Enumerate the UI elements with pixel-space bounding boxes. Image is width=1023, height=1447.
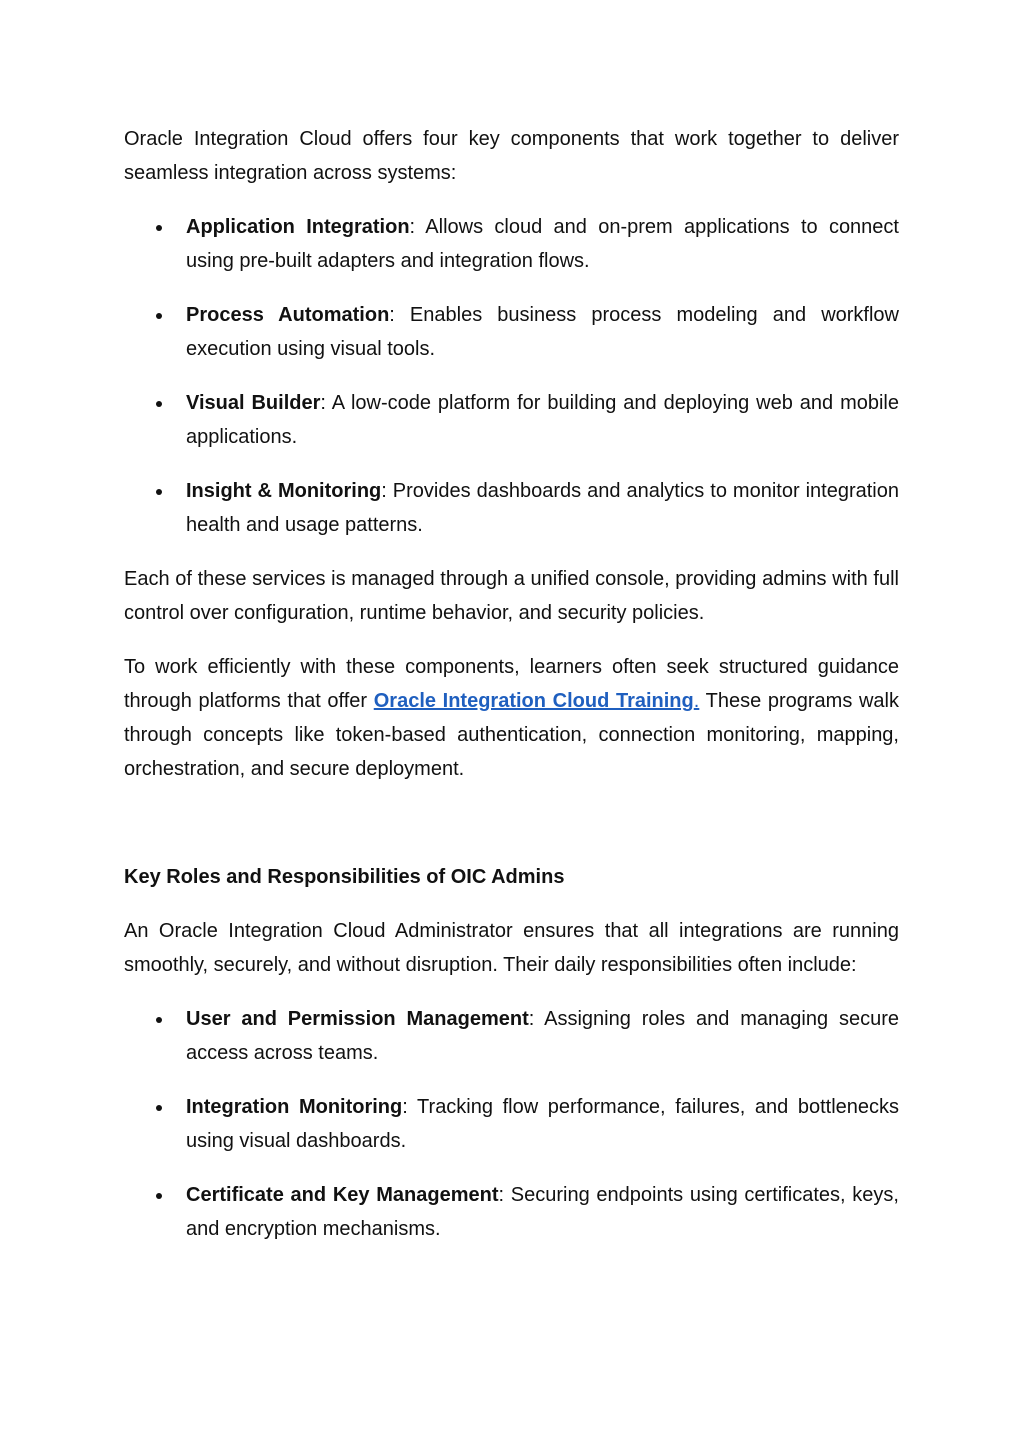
training-text-after: These programs walk through concepts like token-based authentication, connection monitoring, mapping, orchestration, and secure deployment. <box>124 690 899 780</box>
component-desc: : A low-code platform for building and deploying web and mobile applications. <box>186 392 899 448</box>
component-term: Process Automation <box>186 304 390 326</box>
bullet-dot <box>156 1105 162 1111</box>
list-item <box>124 386 899 454</box>
bullet-dot <box>156 313 162 319</box>
responsibilities-list <box>124 1002 899 1246</box>
component-term: Insight & Monitoring <box>186 480 382 502</box>
section-spacer <box>124 806 899 860</box>
component-desc: : Provides dashboards and analytics to monitor integration health and usage patterns. <box>186 480 899 536</box>
bullet-dot <box>156 489 162 495</box>
bullet-dot <box>156 1193 162 1199</box>
list-item <box>124 1178 899 1246</box>
component-term: Visual Builder <box>186 392 321 414</box>
bullet-dot <box>156 401 162 407</box>
list-item <box>124 1090 899 1158</box>
training-link[interactable]: Oracle Integration Cloud Training <box>373 690 694 712</box>
components-list <box>124 210 899 542</box>
component-desc: : Enables business process modeling and workflow execution using visual tools. <box>186 304 899 360</box>
training-link-trail[interactable]: . <box>693 690 700 712</box>
training-text-before: To work efficiently with these components, learners often seek structured guidance through platforms that offer <box>124 656 899 712</box>
component-term: Application Integration <box>186 216 410 238</box>
responsibility-term: User and Permission Management <box>186 1008 529 1030</box>
intro-paragraph: Oracle Integration Cloud offers four key components that work together to deliver seamless integration across systems: <box>124 128 899 184</box>
roles-intro-paragraph: An Oracle Integration Cloud Administrator ensures that all integrations are running smoothly, securely, and without disruption. Their daily responsibilities often include: <box>124 920 899 976</box>
component-desc: : Allows cloud and on-prem applications to connect using pre-built adapters and integration flows. <box>186 216 899 272</box>
responsibility-term: Certificate and Key Management <box>186 1184 499 1206</box>
responsibility-desc: : Securing endpoints using certificates, keys, and encryption mechanisms. <box>186 1184 899 1240</box>
responsibility-desc: : Tracking flow performance, failures, and bottlenecks using visual dashboards. <box>186 1096 900 1152</box>
list-item <box>124 210 899 278</box>
bullet-dot <box>156 1017 162 1023</box>
list-item <box>124 1002 899 1070</box>
training-paragraph <box>124 650 899 786</box>
responsibility-desc: : Assigning roles and managing secure access across teams. <box>186 1008 899 1064</box>
bullet-dot <box>156 225 162 231</box>
list-item <box>124 474 899 542</box>
list-item <box>124 298 899 366</box>
services-paragraph: Each of these services is managed through a unified console, providing admins with full control over configuration, runtime behavior, and security policies. <box>124 568 899 624</box>
responsibility-term: Integration Monitoring <box>186 1096 403 1118</box>
section-heading: Key Roles and Responsibilities of OIC Admins <box>124 866 565 888</box>
document-page <box>124 122 899 1266</box>
